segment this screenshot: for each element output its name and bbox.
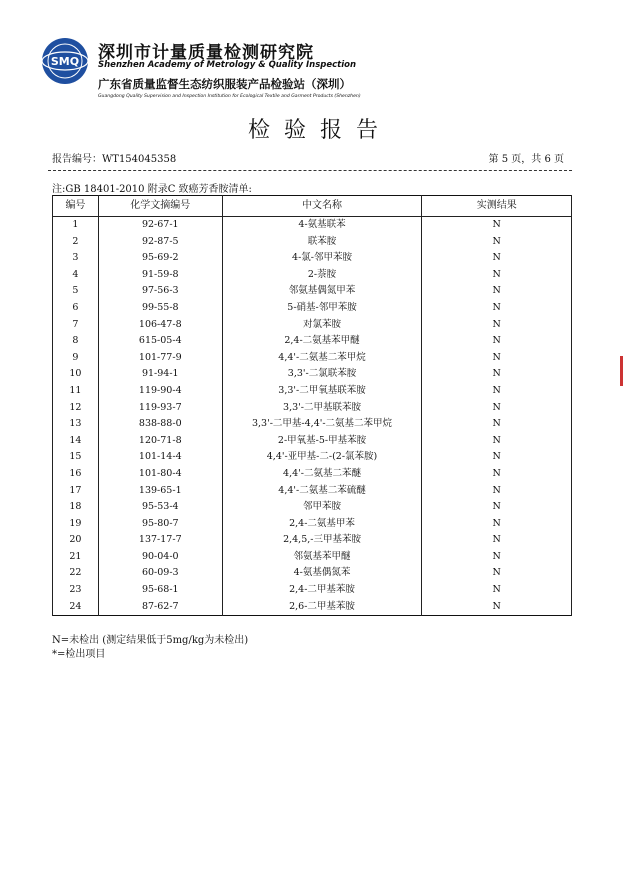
cell-result: N bbox=[422, 400, 572, 417]
report-number: 报告编号：WT154045358 bbox=[52, 154, 177, 165]
column-header-name: 中文名称 bbox=[222, 196, 422, 217]
cell-cas-number: 92-87-5 bbox=[98, 234, 222, 251]
cell-number: 18 bbox=[53, 499, 99, 516]
cell-chemical-name: 3,3'-二氯联苯胺 bbox=[222, 366, 422, 383]
cell-cas-number: 95-68-1 bbox=[98, 582, 222, 599]
cell-result: N bbox=[422, 516, 572, 533]
table-row bbox=[53, 283, 572, 300]
table-note: 注:GB 18401-2010 附录C 致癌芳香胺清单: bbox=[52, 184, 252, 195]
cell-number: 20 bbox=[53, 532, 99, 549]
cell-chemical-name: 2,4-二氨基甲苯 bbox=[222, 516, 422, 533]
cell-number: 16 bbox=[53, 466, 99, 483]
cell-result: N bbox=[422, 449, 572, 466]
cell-cas-number: 97-56-3 bbox=[98, 283, 222, 300]
cell-chemical-name: 4-氯-邻甲苯胺 bbox=[222, 250, 422, 267]
cell-result: N bbox=[422, 350, 572, 367]
cell-number: 5 bbox=[53, 283, 99, 300]
cell-cas-number: 95-80-7 bbox=[98, 516, 222, 533]
scan-mark bbox=[620, 356, 623, 386]
station-name-cn: 广东省质量监督生态纺织服装产品检验站（深圳） bbox=[98, 77, 351, 91]
cell-result: N bbox=[422, 333, 572, 350]
cell-number: 24 bbox=[53, 599, 99, 616]
cell-chemical-name: 2,4,5,-三甲基苯胺 bbox=[222, 532, 422, 549]
cell-result: N bbox=[422, 267, 572, 284]
cell-number: 14 bbox=[53, 433, 99, 450]
cell-result: N bbox=[422, 217, 572, 234]
cell-result: N bbox=[422, 250, 572, 267]
cell-cas-number: 139-65-1 bbox=[98, 483, 222, 500]
column-header-number: 编号 bbox=[53, 196, 99, 217]
cell-number: 17 bbox=[53, 483, 99, 500]
cell-chemical-name: 2,4-二甲基苯胺 bbox=[222, 582, 422, 599]
cell-cas-number: 101-80-4 bbox=[98, 466, 222, 483]
table-row bbox=[53, 499, 572, 516]
cell-cas-number: 137-17-7 bbox=[98, 532, 222, 549]
table-row bbox=[53, 416, 572, 433]
cell-number: 3 bbox=[53, 250, 99, 267]
table-row bbox=[53, 366, 572, 383]
cell-number: 2 bbox=[53, 234, 99, 251]
table-row bbox=[53, 466, 572, 483]
table-row bbox=[53, 549, 572, 566]
cell-cas-number: 95-53-4 bbox=[98, 499, 222, 516]
cell-result: N bbox=[422, 416, 572, 433]
cell-result: N bbox=[422, 466, 572, 483]
cell-number: 21 bbox=[53, 549, 99, 566]
table-row bbox=[53, 516, 572, 533]
cell-cas-number: 99-55-8 bbox=[98, 300, 222, 317]
table-row bbox=[53, 217, 572, 234]
table-row bbox=[53, 267, 572, 284]
cell-chemical-name: 2,6-二甲基苯胺 bbox=[222, 599, 422, 616]
cell-chemical-name: 邻氨基苯甲醚 bbox=[222, 549, 422, 566]
cell-number: 9 bbox=[53, 350, 99, 367]
cell-cas-number: 91-59-8 bbox=[98, 267, 222, 284]
amine-results-table bbox=[52, 195, 572, 616]
cell-number: 22 bbox=[53, 565, 99, 582]
page-info: 第 5 页，共 6 页 bbox=[488, 154, 564, 165]
cell-result: N bbox=[422, 283, 572, 300]
cell-number: 11 bbox=[53, 383, 99, 400]
logo-text: SMQ bbox=[50, 55, 80, 68]
cell-cas-number: 119-93-7 bbox=[98, 400, 222, 417]
cell-cas-number: 91-94-1 bbox=[98, 366, 222, 383]
cell-cas-number: 101-14-4 bbox=[98, 449, 222, 466]
cell-result: N bbox=[422, 234, 572, 251]
table-row bbox=[53, 300, 572, 317]
cell-cas-number: 101-77-9 bbox=[98, 350, 222, 367]
cell-chemical-name: 2-甲氧基-5-甲基苯胺 bbox=[222, 433, 422, 450]
cell-number: 10 bbox=[53, 366, 99, 383]
table-row bbox=[53, 582, 572, 599]
table-row bbox=[53, 333, 572, 350]
station-name-en: Guangdong Quality Supervision and Inspection Institution for Ecological Textile and Garment Products (Shenzhen) bbox=[98, 94, 361, 99]
legend-not-detected: N=未检出 (测定结果低于5mg/kg为未检出) bbox=[52, 635, 249, 646]
divider bbox=[48, 170, 572, 171]
table-row bbox=[53, 449, 572, 466]
table-row bbox=[53, 599, 572, 616]
cell-cas-number: 60-09-3 bbox=[98, 565, 222, 582]
cell-result: N bbox=[422, 532, 572, 549]
cell-chemical-name: 邻甲苯胺 bbox=[222, 499, 422, 516]
cell-chemical-name: 4-氨基联苯 bbox=[222, 217, 422, 234]
organization-name-cn: 深圳市计量质量检测研究院 bbox=[98, 43, 314, 63]
cell-result: N bbox=[422, 317, 572, 334]
cell-cas-number: 95-69-2 bbox=[98, 250, 222, 267]
table-row bbox=[53, 565, 572, 582]
cell-number: 13 bbox=[53, 416, 99, 433]
cell-chemical-name: 对氯苯胺 bbox=[222, 317, 422, 334]
cell-number: 15 bbox=[53, 449, 99, 466]
cell-number: 6 bbox=[53, 300, 99, 317]
cell-result: N bbox=[422, 499, 572, 516]
table-row bbox=[53, 383, 572, 400]
cell-number: 12 bbox=[53, 400, 99, 417]
table-row bbox=[53, 433, 572, 450]
cell-cas-number: 119-90-4 bbox=[98, 383, 222, 400]
column-header-result: 实测结果 bbox=[422, 196, 572, 217]
report-header bbox=[40, 30, 600, 110]
cell-chemical-name: 4,4'-二氨基二苯甲烷 bbox=[222, 350, 422, 367]
table-row bbox=[53, 400, 572, 417]
cell-result: N bbox=[422, 300, 572, 317]
cell-cas-number: 838-88-0 bbox=[98, 416, 222, 433]
cell-result: N bbox=[422, 549, 572, 566]
cell-cas-number: 87-62-7 bbox=[98, 599, 222, 616]
cell-chemical-name: 5-硝基-邻甲苯胺 bbox=[222, 300, 422, 317]
table-body bbox=[53, 217, 572, 616]
table-row bbox=[53, 532, 572, 549]
cell-cas-number: 90-04-0 bbox=[98, 549, 222, 566]
cell-chemical-name: 4-氨基偶氮苯 bbox=[222, 565, 422, 582]
table-row bbox=[53, 483, 572, 500]
cell-chemical-name: 3,3'-二甲基联苯胺 bbox=[222, 400, 422, 417]
cell-cas-number: 92-67-1 bbox=[98, 217, 222, 234]
cell-number: 8 bbox=[53, 333, 99, 350]
cell-chemical-name: 3,3'-二甲基-4,4'-二氨基二苯甲烷 bbox=[222, 416, 422, 433]
cell-chemical-name: 联苯胺 bbox=[222, 234, 422, 251]
smq-logo bbox=[40, 36, 90, 86]
table-row bbox=[53, 234, 572, 251]
column-header-cas: 化学文摘编号 bbox=[98, 196, 222, 217]
cell-chemical-name: 4,4'-二氨基二苯硫醚 bbox=[222, 483, 422, 500]
cell-cas-number: 106-47-8 bbox=[98, 317, 222, 334]
table-row bbox=[53, 250, 572, 267]
cell-result: N bbox=[422, 483, 572, 500]
cell-number: 7 bbox=[53, 317, 99, 334]
cell-number: 23 bbox=[53, 582, 99, 599]
table-row bbox=[53, 317, 572, 334]
cell-result: N bbox=[422, 366, 572, 383]
legend-detected: *=检出项目 bbox=[52, 649, 106, 660]
cell-result: N bbox=[422, 599, 572, 616]
document-title: 检验报告 bbox=[247, 118, 392, 143]
cell-number: 19 bbox=[53, 516, 99, 533]
cell-result: N bbox=[422, 565, 572, 582]
cell-result: N bbox=[422, 433, 572, 450]
cell-number: 4 bbox=[53, 267, 99, 284]
cell-chemical-name: 3,3'-二甲氧基联苯胺 bbox=[222, 383, 422, 400]
cell-chemical-name: 4,4'-二氨基二苯醚 bbox=[222, 466, 422, 483]
table-row bbox=[53, 350, 572, 367]
cell-cas-number: 615-05-4 bbox=[98, 333, 222, 350]
cell-result: N bbox=[422, 383, 572, 400]
cell-chemical-name: 邻氨基偶氮甲苯 bbox=[222, 283, 422, 300]
cell-result: N bbox=[422, 582, 572, 599]
organization-name-en: Shenzhen Academy of Metrology & Quality Inspection bbox=[98, 60, 357, 70]
cell-cas-number: 120-71-8 bbox=[98, 433, 222, 450]
cell-chemical-name: 2,4-二氨基苯甲醚 bbox=[222, 333, 422, 350]
table-header-row bbox=[53, 196, 572, 217]
cell-number: 1 bbox=[53, 217, 99, 234]
cell-chemical-name: 4,4'-亚甲基-二-(2-氯苯胺) bbox=[222, 449, 422, 466]
cell-chemical-name: 2-萘胺 bbox=[222, 267, 422, 284]
